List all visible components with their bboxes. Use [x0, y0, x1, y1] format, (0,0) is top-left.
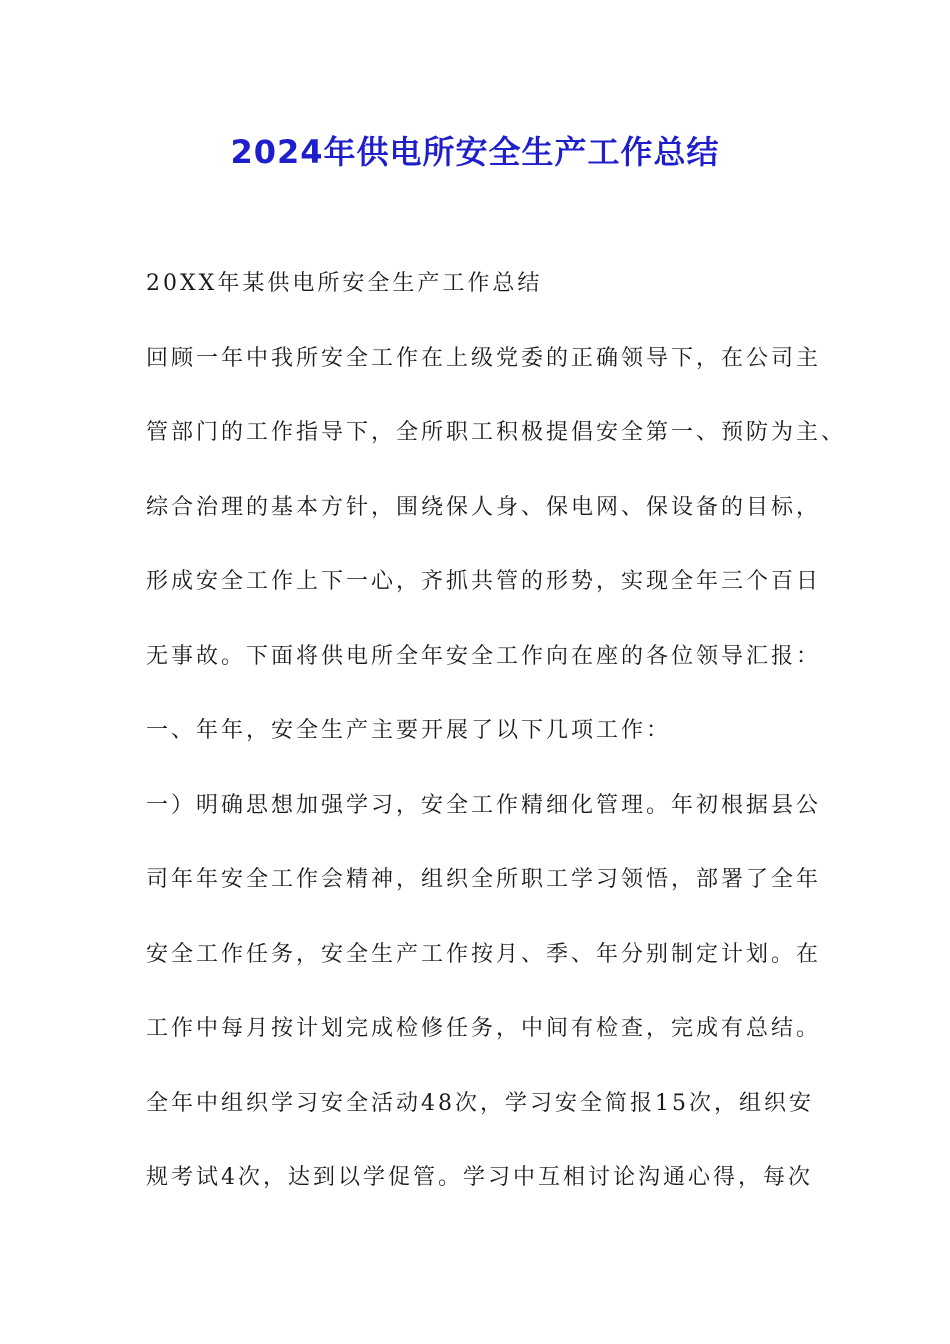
document-title: 2024年供电所安全生产工作总结 [230, 133, 720, 171]
paragraph-line: 一）明确思想加强学习，安全工作精细化管理。年初根据县公 [146, 793, 822, 818]
paragraph-line: 综合治理的基本方针，围绕保人身、保电网、保设备的目标， [146, 495, 822, 520]
section-heading: 一、年年，安全生产主要开展了以下几项工作： [146, 718, 672, 743]
paragraph-line: 管部门的工作指导下，全所职工积极提倡安全第一、预防为主、 [146, 420, 847, 445]
paragraph-line: 无事故。下面将供电所全年安全工作向在座的各位领导汇报： [146, 644, 822, 669]
paragraph-line: 司年年安全工作会精神，组织全所职工学习领悟，部署了全年 [146, 867, 822, 892]
paragraph-line: 形成安全工作上下一心，齐抓共管的形势，实现全年三个百日 [146, 569, 822, 594]
paragraph-line: 工作中每月按计划完成检修任务，中间有检查，完成有总结。 [146, 1016, 822, 1041]
paragraph-line: 规考试4次，达到以学促管。学习中互相讨论沟通心得，每次 [146, 1165, 813, 1190]
document-subtitle: 20XX年某供电所安全生产工作总结 [146, 271, 543, 296]
paragraph-line: 回顾一年中我所安全工作在上级党委的正确领导下，在公司主 [146, 346, 822, 371]
paragraph-line: 安全工作任务，安全生产工作按月、季、年分别制定计划。在 [146, 942, 822, 967]
paragraph-line: 全年中组织学习安全活动48次，学习安全简报15次，组织安 [146, 1091, 814, 1116]
